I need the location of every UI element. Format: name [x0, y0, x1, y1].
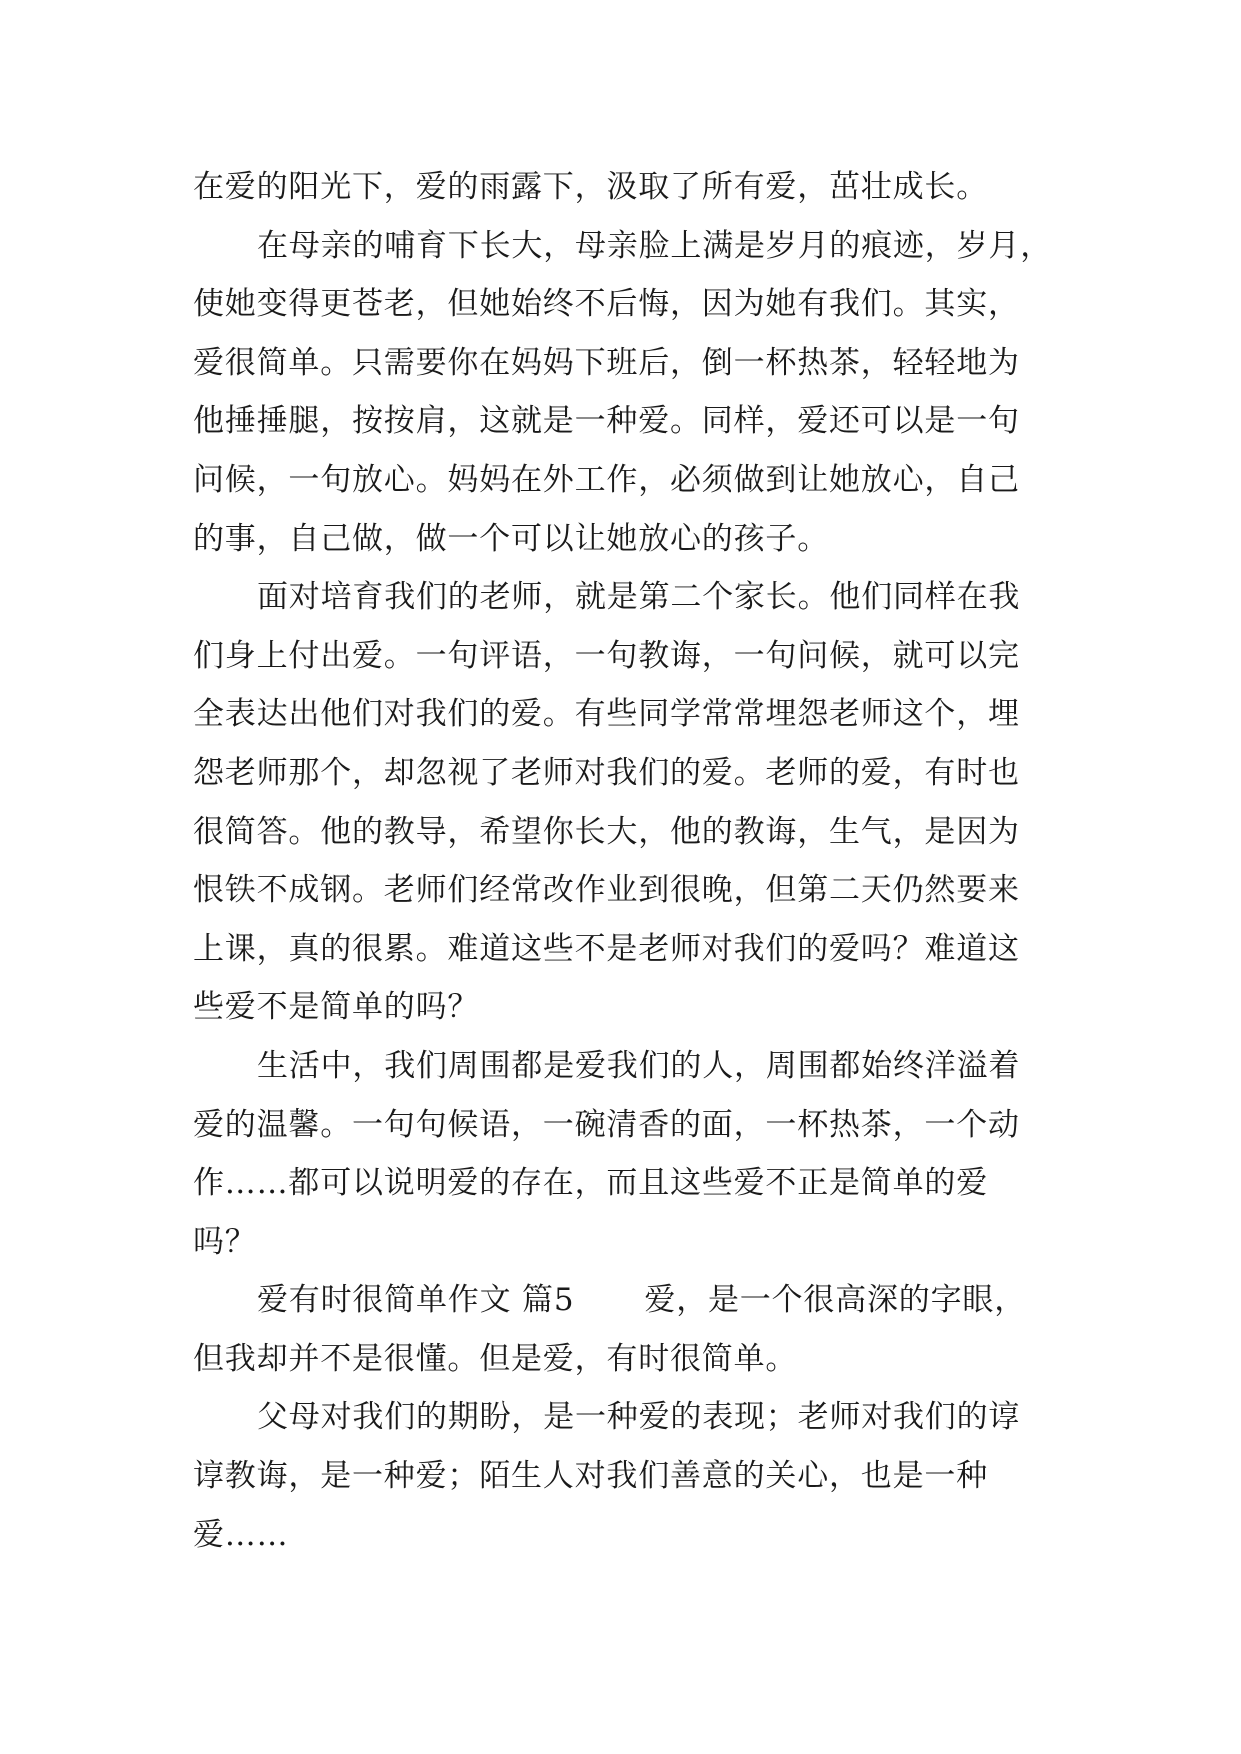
text-line: 谆教诲，是一种爱；陌生人对我们善意的关心，也是一种 — [193, 1458, 988, 1495]
text-line: 的事，自己做，做一个可以让她放心的孩子。 — [193, 520, 829, 557]
text-line: 们身上付出爱。一句评语，一句教诲，一句问候，就可以完 — [193, 637, 1020, 674]
text-line: 上课，真的很累。难道这些不是老师对我们的爱吗？难道这 — [193, 930, 1020, 967]
essay-body — [193, 158, 1073, 1564]
text-line: 但我却并不是很懂。但是爱，有时很简单。 — [193, 1340, 798, 1377]
text-line: 些爱不是简单的吗？ — [193, 989, 480, 1026]
text-line: 很简答。他的教导，希望你长大，他的教诲，生气，是因为 — [193, 813, 1020, 850]
text-line: 面对培育我们的老师，就是第二个家长。他们同样在我 — [257, 579, 1021, 616]
text-line: 作……都可以说明爱的存在，而且这些爱不正是简单的爱 — [193, 1165, 988, 1202]
text-line: 在母亲的哺育下长大，母亲脸上满是岁月的痕迹，岁月， — [257, 227, 1052, 264]
text-line: 使她变得更苍老，但她始终不后悔，因为她有我们。其实， — [193, 286, 1020, 323]
text-line: 全表达出他们对我们的爱。有些同学常常埋怨老师这个，埋 — [193, 696, 1020, 733]
text-line: 他捶捶腿，按按肩，这就是一种爱。同样，爱还可以是一句 — [193, 403, 1020, 440]
text-line: 爱的温馨。一句句候语，一碗清香的面，一杯热茶，一个动 — [193, 1106, 1020, 1143]
section-first-sentence: 爱，是一个很高深的字眼， — [644, 1282, 1026, 1319]
text-line: 怨老师那个，却忽视了老师对我们的爱。老师的爱，有时也 — [193, 754, 1020, 791]
text-line: 恨铁不成钢。老师们经常改作业到很晚，但第二天仍然要来 — [193, 872, 1020, 909]
text-line: 在爱的阳光下，爱的雨露下，汲取了所有爱，茁壮成长。 — [193, 169, 988, 205]
text-line: 问候，一句放心。妈妈在外工作，必须做到让她放心，自己 — [193, 461, 1020, 498]
text-line: 生活中，我们周围都是爱我们的人，周围都始终洋溢着 — [257, 1047, 1021, 1084]
text-line: 父母对我们的期盼，是一种爱的表现；老师对我们的谆 — [257, 1399, 1021, 1436]
text-line: 爱…… — [193, 1516, 289, 1553]
section-heading-line — [193, 1271, 1073, 1330]
text-line: 吗？ — [193, 1223, 257, 1260]
text-line: 爱很简单。只需要你在妈妈下班后，倒一杯热茶，轻轻地为 — [193, 344, 1020, 381]
section-title: 爱有时很简单作文 篇5 — [257, 1282, 575, 1319]
